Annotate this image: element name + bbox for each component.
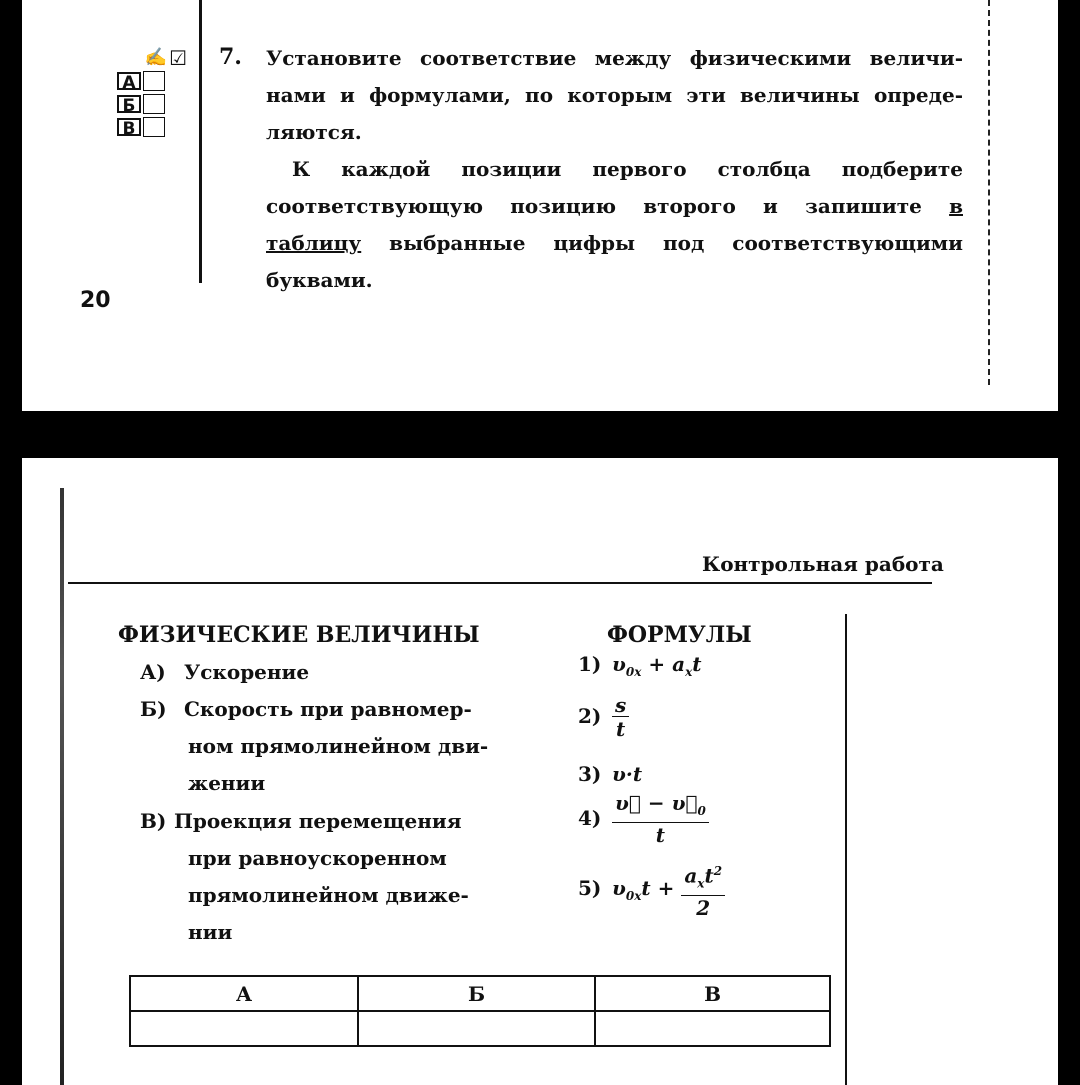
formula-number: 2) [578, 704, 602, 728]
scan-edge [60, 488, 64, 1085]
item-b [140, 691, 488, 802]
instruction-part-2: выбранные цифры под соответствующими буквами. [266, 231, 963, 292]
answer-cell-a[interactable] [130, 1011, 358, 1046]
formula-3 [578, 762, 642, 786]
formula-expression: $\upsilon_{0x}t$ + [612, 876, 682, 904]
formula-fraction [612, 792, 709, 847]
formula-fraction [681, 860, 725, 920]
item-label: Б) [140, 697, 167, 721]
question-text [266, 40, 963, 299]
table-answer-row [130, 1011, 830, 1046]
instruction-underlined: в таблицу [266, 194, 963, 255]
formula-number: 5) [578, 876, 602, 901]
item-text: при равноускоренном [188, 846, 447, 870]
item-label: А) [140, 660, 166, 684]
table-header-a: А [130, 976, 358, 1011]
denominator: t [655, 823, 666, 847]
item-text: Проекция перемещения [174, 809, 462, 833]
item-text: нии [188, 920, 233, 944]
instruction-part-1: К каждой позиции первого столбца подберите соответствующую позицию второго и запишите [266, 157, 963, 218]
formula-expression: $\upsilon_{0x} + a_xt$ [612, 652, 702, 679]
answer-cell-v[interactable] [595, 1011, 830, 1046]
denominator: 2 [696, 895, 711, 920]
right-margin-rule [845, 614, 847, 1085]
checkbox-v[interactable] [143, 117, 165, 137]
numerator: s [612, 694, 629, 717]
margin-rule [199, 0, 202, 283]
table-header-b: Б [358, 976, 595, 1011]
page-bottom [22, 458, 1058, 1085]
formula-1 [578, 652, 701, 679]
formula-5 [578, 860, 725, 920]
cut-line [988, 0, 990, 385]
page-number: 20 [80, 288, 111, 313]
formula-4 [578, 792, 709, 847]
left-column-heading: ФИЗИЧЕСКИЕ ВЕЛИЧИНЫ [118, 622, 480, 648]
checkbox-a[interactable] [143, 71, 165, 91]
numerator: $a_xt^2$ [681, 860, 725, 896]
header-rule [68, 582, 932, 584]
checkbox-checked-icon: ☑ [169, 45, 187, 70]
denominator: t [616, 717, 626, 741]
item-text: Ускорение [184, 660, 310, 684]
table-header-v: В [595, 976, 830, 1011]
item-v [140, 803, 469, 951]
item-a [140, 654, 309, 691]
numerator: υ⃗ − $\upsilon⃗_0$ [612, 792, 709, 823]
item-label: В) [140, 809, 167, 833]
item-text: прямолинейном движе- [188, 883, 469, 907]
question-statement: Установите соответствие между физическими величи-нами и формулами, по которым эти величины опреде-ляются. [266, 46, 963, 144]
running-header: Контрольная работа [702, 552, 944, 576]
formula-expression: υ·t [612, 762, 643, 786]
formula-2 [578, 694, 629, 741]
checkbox-label-a: А [117, 72, 141, 90]
question-number: 7. [219, 44, 242, 70]
answer-table [129, 975, 831, 1047]
question-instruction [266, 151, 963, 299]
page-top [22, 0, 1058, 411]
checkbox-b[interactable] [143, 94, 165, 114]
checkbox-label-v: В [117, 118, 141, 136]
formula-number: 4) [578, 806, 602, 830]
formula-number: 1) [578, 652, 602, 676]
item-text: жении [188, 771, 266, 795]
formula-fraction [612, 694, 629, 741]
item-text: Скорость при равномер- [184, 697, 472, 721]
checkbox-label-b: Б [117, 95, 141, 113]
right-column-heading: ФОРМУЛЫ [607, 622, 752, 648]
table-header-row [130, 976, 830, 1011]
pencil-icon: ✍ [144, 47, 168, 68]
answer-cell-b[interactable] [358, 1011, 595, 1046]
item-text: ном прямолинейном дви- [188, 734, 489, 758]
formula-number: 3) [578, 762, 602, 786]
answer-checkboxes [117, 47, 187, 139]
